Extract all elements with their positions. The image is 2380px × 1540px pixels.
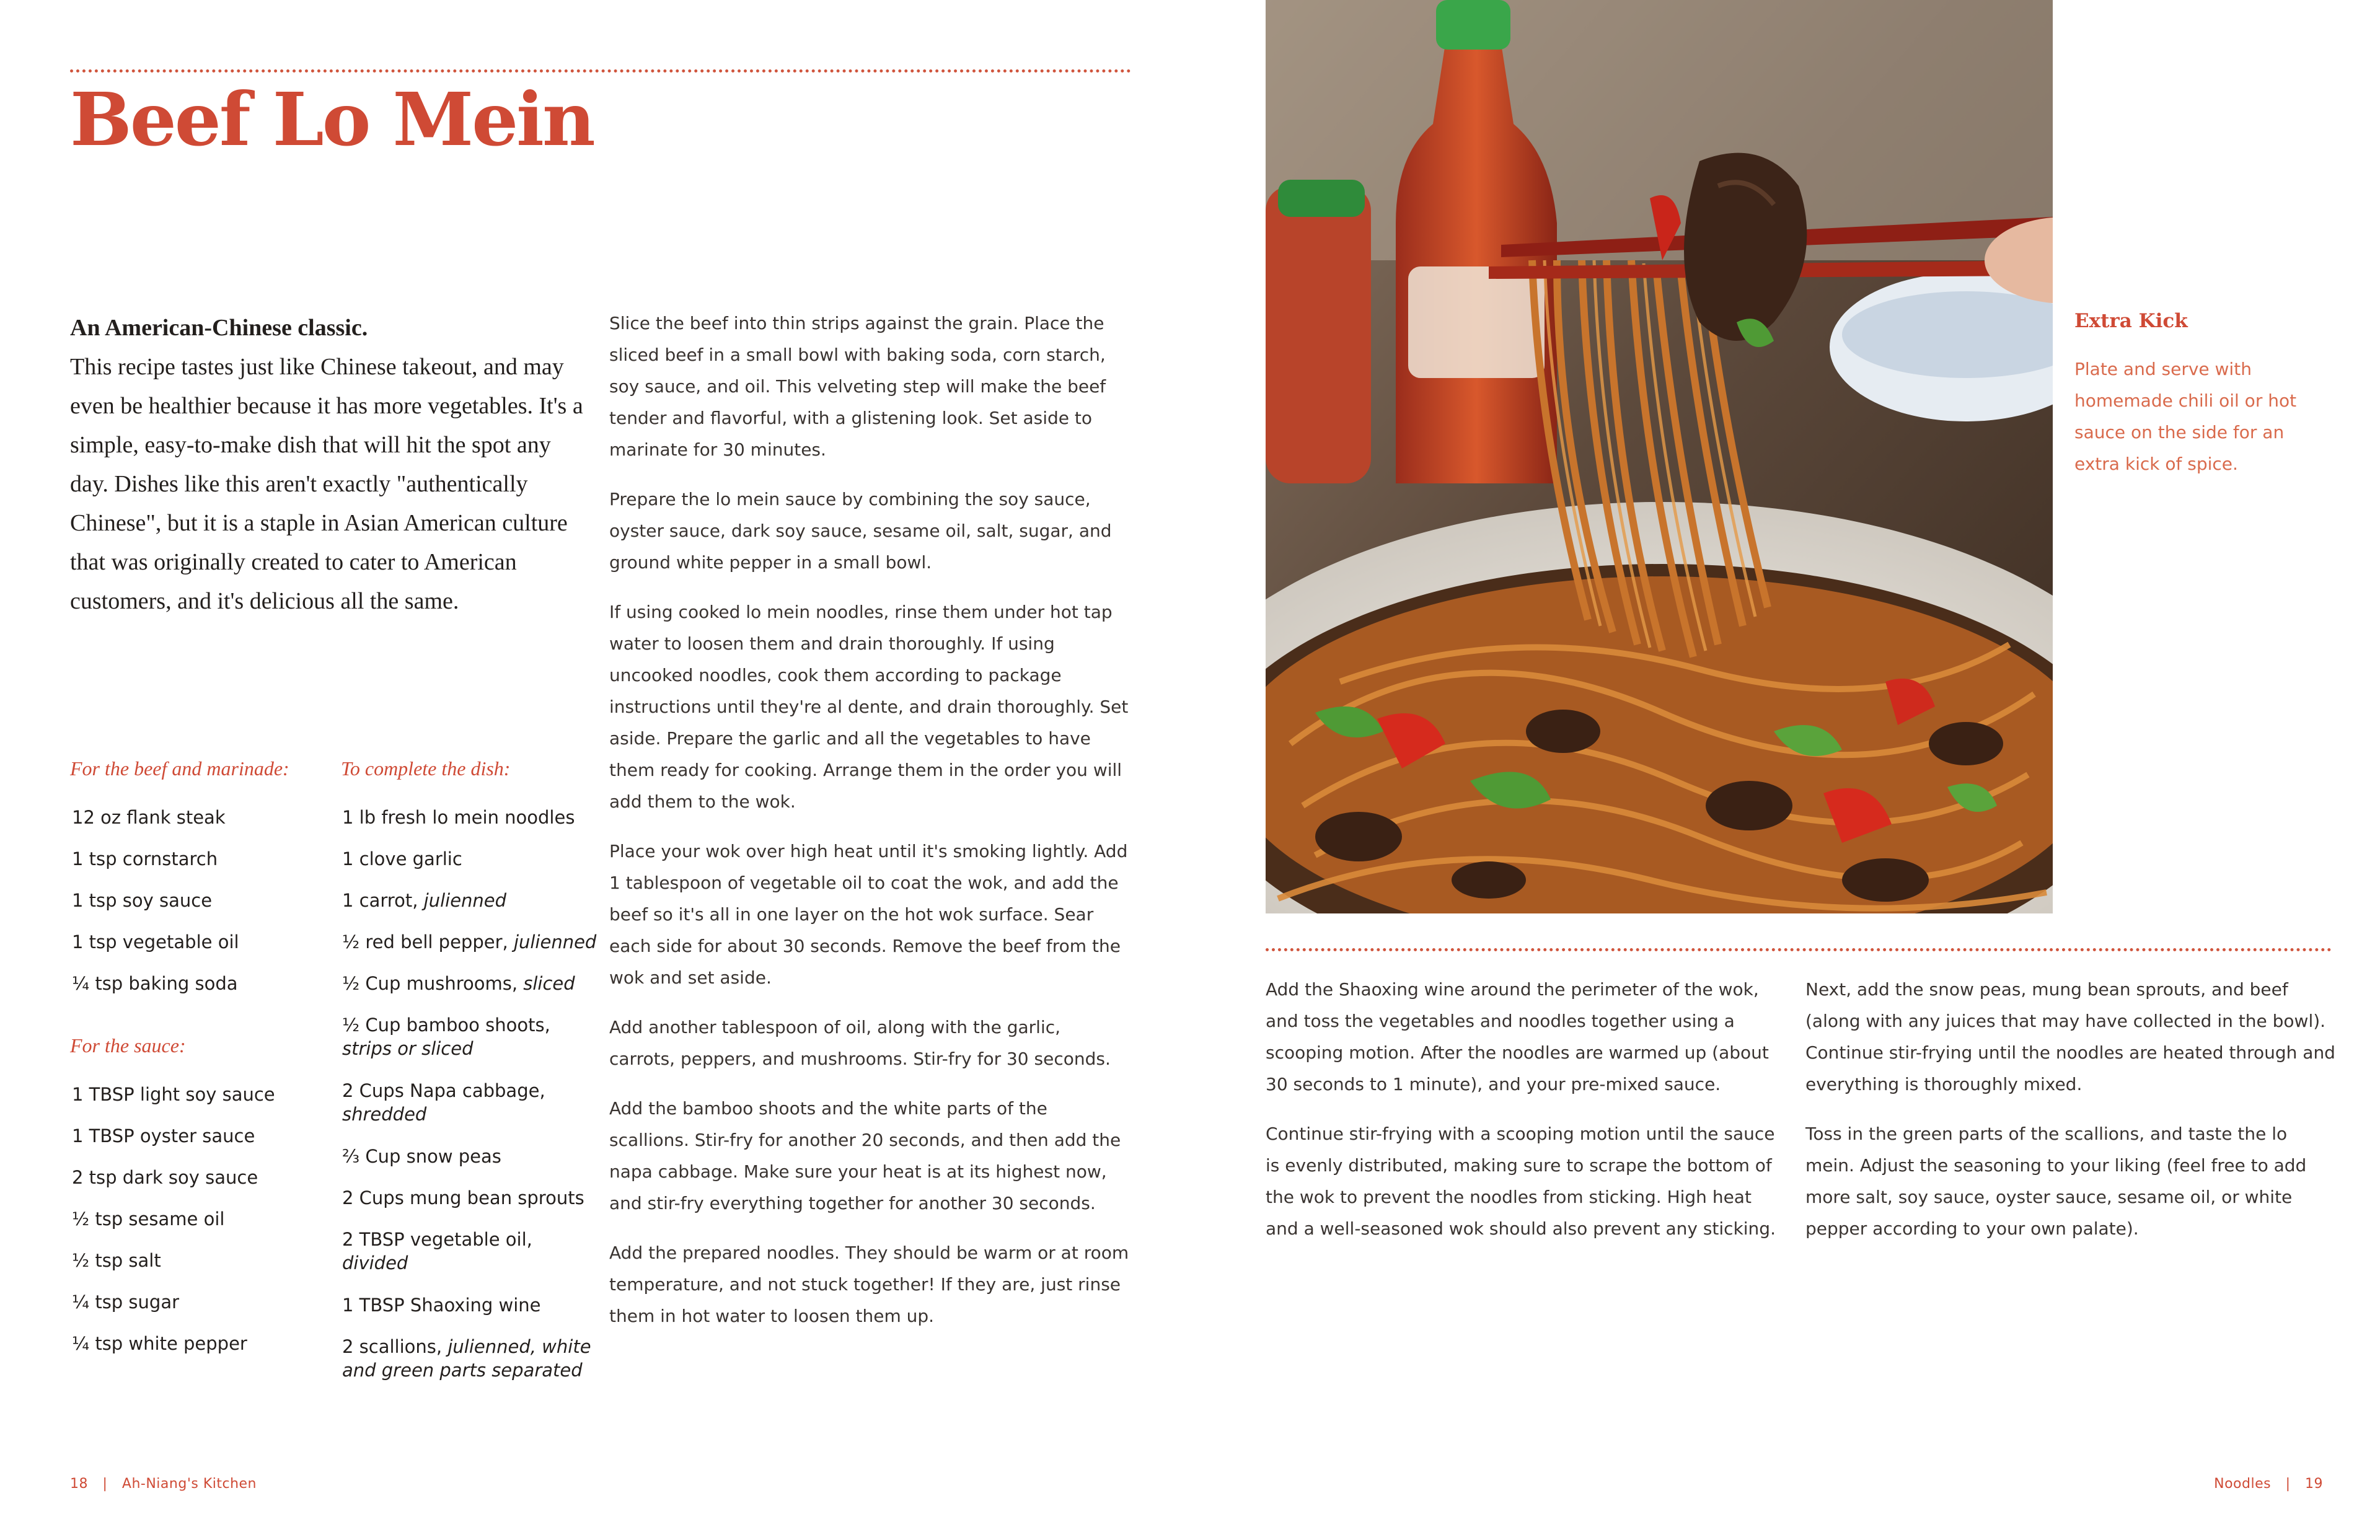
instruction-step: Prepare the lo mein sauce by combining the soy sauce, oyster sauce, dark soy sauce, sesame oil, salt, sugar, and ground white pepper in a small bowl. — [609, 489, 1112, 573]
intro-lead: An American-Chinese classic. — [70, 315, 368, 341]
footer-separator: | — [102, 1476, 108, 1492]
ingredient-item: 1 TBSP Shaoxing wine — [342, 1295, 541, 1316]
ingredient-item: ¼ tsp sugar — [72, 1291, 180, 1313]
ingredient-item: 1 clove garlic — [342, 848, 462, 869]
ingredient-item: 2 Cups mung bean sprouts — [342, 1187, 584, 1208]
book-title: Ah-Niang's Kitchen — [121, 1476, 257, 1492]
instruction-step: Toss in the green parts of the scallions, and taste the lo mein. Adjust the seasoning to your liking (feel free to add more salt, soy sauce, oyster sauce, sesame oil, or white pepper according to your own palate). — [1805, 1124, 2307, 1239]
instruction-step: Add the Shaoxing wine around the perimeter of the wok, and toss the vegetables and noodles together using a scooping motion. After the noodles are warmed up (about 30 seconds to 1 minute), and your pre-mixed sauce. — [1266, 979, 1769, 1094]
page-number-right: 19 — [2305, 1476, 2323, 1492]
sidebar-title: Extra Kick — [2074, 310, 2188, 332]
instruction-step: If using cooked lo mein noodles, rinse them under hot tap water to loosen them and drain thoroughly. If using uncooked noodles, cook them according to package instructions until they're al dente, and drain thoroughly. Set aside. Prepare the garlic and all the vegetables to have them ready for cooking. Arrange them in the order you will add them to the wok. — [609, 602, 1129, 812]
ingredient-item: 2 Cups Napa cabbage, shredded — [342, 1080, 545, 1125]
ingredient-item: 1 carrot, julienned — [342, 890, 507, 911]
ingredient-item: 2 scallions, julienned, white and green parts separated — [342, 1336, 591, 1381]
ingredient-item: ¼ tsp baking soda — [72, 973, 238, 994]
sidebar-text: Plate and serve with homemade chili oil or hot sauce on the side for an extra kick of spice. — [2074, 359, 2297, 474]
instructions-column-1 — [609, 307, 1130, 1350]
ingredient-item: 1 tsp cornstarch — [72, 848, 218, 869]
top-divider — [70, 69, 1131, 73]
instructions-column-3 — [1805, 974, 2338, 1262]
ingredient-item: ½ Cup bamboo shoots, strips or sliced — [342, 1014, 550, 1059]
instruction-step: Slice the beef into thin strips against the grain. Place the sliced beef in a small bowl with baking soda, corn starch, soy sauce, and oil. This velveting step will make the beef tender and flavorful, with a glistening look. Set aside to marinate for 30 minutes. — [609, 313, 1106, 460]
ingredient-item: ½ red bell pepper, julienned — [342, 931, 597, 953]
ingredient-item: 2 TBSP vegetable oil, divided — [342, 1229, 532, 1274]
ingredient-item: 2 tsp dark soy sauce — [72, 1167, 258, 1188]
intro-body: This recipe tastes just like Chinese takeout, and may even be healthier because it has more vegetables. It's a simple, easy-to-make dish that will hit the spot any day. Dishes like this aren't exactly "authentically Chinese", but it is a staple in Asian American culture that was originally created to cater to American customers, and it's delicious all the same. — [70, 354, 583, 614]
beef-lo-mein-photo — [1266, 0, 2053, 913]
instruction-step: Continue stir-frying with a scooping motion until the sauce is evenly distributed, making sure to scrape the bottom of the wok to prevent the noodles from sticking. High heat and a well-seasoned wok should also prevent any sticking. — [1266, 1124, 1776, 1239]
ingredient-item: ¼ tsp white pepper — [72, 1333, 247, 1354]
footer-right — [2214, 1476, 2323, 1492]
section-name: Noodles — [2214, 1476, 2272, 1492]
ingredient-item: ½ tsp sesame oil — [72, 1208, 225, 1230]
ingredient-item: ½ tsp salt — [72, 1250, 161, 1271]
footer-separator: | — [2285, 1476, 2291, 1492]
instruction-step: Next, add the snow peas, mung bean sprouts, and beef (along with any juices that may have collected in the bowl). Continue stir-frying until the noodles are heated through and everything is thoroughly mixed. — [1805, 979, 2335, 1094]
ingredient-item: 1 TBSP light soy sauce — [72, 1084, 275, 1105]
beef-ingredients-heading: For the beef and marinade: — [70, 757, 289, 780]
intro-paragraph — [70, 309, 591, 621]
instruction-step: Add the prepared noodles. They should be warm or at room temperature, and not stuck together! If they are, just rinse them in hot water to loosen them up. — [609, 1243, 1129, 1326]
ingredient-item: 1 TBSP oyster sauce — [72, 1125, 255, 1146]
instruction-step: Add another tablespoon of oil, along with the garlic, carrots, peppers, and mushrooms. Stir-fry for 30 seconds. — [609, 1017, 1111, 1069]
sauce-ingredients-heading: For the sauce: — [70, 1034, 186, 1057]
ingredient-item: 12 oz flank steak — [72, 807, 226, 828]
page-number-left: 18 — [70, 1476, 88, 1492]
footer-left — [70, 1476, 257, 1492]
ingredient-item: ½ Cup mushrooms, sliced — [342, 973, 575, 994]
instruction-step: Place your wok over high heat until it's smoking lightly. Add 1 tablespoon of vegetable oil to coat the wok, and add the beef so it's all in one layer on the hot wok surface. Sear each side for about 30 seconds. Remove the beef from the wok and set aside. — [609, 841, 1128, 988]
dish-ingredients-heading: To complete the dish: — [341, 757, 511, 780]
photo-divider — [1266, 948, 2332, 951]
page-title: Beef Lo Mein — [70, 76, 594, 162]
instruction-step: Add the bamboo shoots and the white parts of the scallions. Stir-fry for another 20 seconds, and then add the napa cabbage. Make sure your heat is at its highest now, and stir-fry everything together for another 30 seconds. — [609, 1098, 1121, 1213]
ingredient-item: ⅔ Cup snow peas — [342, 1146, 501, 1167]
ingredient-item: 1 tsp soy sauce — [72, 890, 213, 911]
ingredient-item: 1 lb fresh lo mein noodles — [342, 807, 575, 828]
instructions-column-2 — [1266, 974, 1786, 1262]
ingredient-item: 1 tsp vegetable oil — [72, 931, 239, 953]
